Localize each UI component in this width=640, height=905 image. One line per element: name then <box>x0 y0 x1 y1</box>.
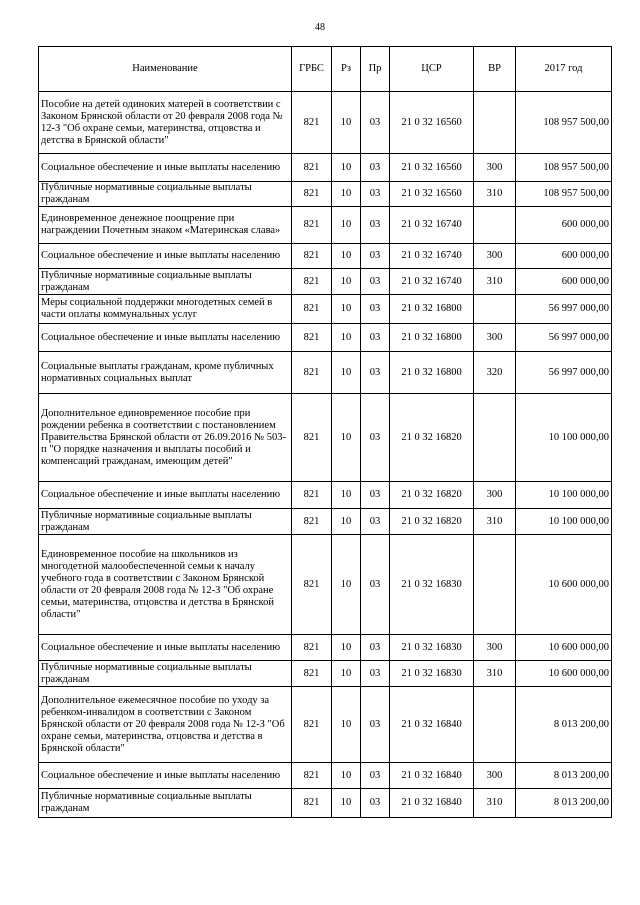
cell-csr: 21 0 32 16820 <box>390 482 474 509</box>
table-row <box>39 244 612 269</box>
cell-csr: 21 0 32 16800 <box>390 352 474 394</box>
cell-pr: 03 <box>361 394 390 482</box>
cell-name: Социальное обеспечение и иные выплаты населению <box>39 763 292 789</box>
cell-vr <box>474 92 516 154</box>
cell-grbs: 821 <box>292 789 332 818</box>
cell-csr: 21 0 32 16840 <box>390 687 474 763</box>
cell-csr: 21 0 32 16560 <box>390 154 474 182</box>
cell-grbs: 821 <box>292 154 332 182</box>
budget-table <box>38 46 612 818</box>
cell-name: Единовременное денежное поощрение при награждении Почетным знаком «Материнская слава» <box>39 207 292 244</box>
cell-rz: 10 <box>332 635 361 661</box>
table-row <box>39 535 612 635</box>
cell-rz: 10 <box>332 269 361 295</box>
cell-vr: 310 <box>474 182 516 207</box>
cell-amount: 10 100 000,00 <box>516 509 612 535</box>
cell-amount: 10 600 000,00 <box>516 635 612 661</box>
cell-name: Меры социальной поддержки многодетных семей в части оплаты коммунальных услуг <box>39 295 292 324</box>
table-row <box>39 295 612 324</box>
cell-rz: 10 <box>332 244 361 269</box>
cell-pr: 03 <box>361 182 390 207</box>
cell-rz: 10 <box>332 295 361 324</box>
cell-name: Единовременное пособие на школьников из многодетной малообеспеченной семьи к началу учебного года в соответствии с Законом Брянской области от 20 февраля 2008 года № 12-З "Об охране семьи, материнства, отцовства и детства в Брянской области" <box>39 535 292 635</box>
cell-rz: 10 <box>332 789 361 818</box>
cell-pr: 03 <box>361 269 390 295</box>
cell-grbs: 821 <box>292 394 332 482</box>
cell-csr: 21 0 32 16840 <box>390 789 474 818</box>
table-row <box>39 154 612 182</box>
cell-vr: 310 <box>474 509 516 535</box>
table-row <box>39 92 612 154</box>
table-header-row <box>39 47 612 92</box>
cell-amount: 600 000,00 <box>516 207 612 244</box>
col-header-name: Наименование <box>39 47 292 92</box>
table-row <box>39 394 612 482</box>
cell-rz: 10 <box>332 154 361 182</box>
cell-vr: 310 <box>474 789 516 818</box>
cell-name: Дополнительное ежемесячное пособие по уходу за ребенком-инвалидом в соответствии с Законом Брянской области от 20 февраля 2008 года № 12-З "Об охране семьи, материнства, отцовства и детства в Брянской области" <box>39 687 292 763</box>
cell-amount: 10 100 000,00 <box>516 394 612 482</box>
cell-pr: 03 <box>361 482 390 509</box>
cell-grbs: 821 <box>292 207 332 244</box>
cell-rz: 10 <box>332 324 361 352</box>
table-row <box>39 789 612 818</box>
cell-vr <box>474 394 516 482</box>
cell-amount: 600 000,00 <box>516 244 612 269</box>
table-row <box>39 509 612 535</box>
page-number: 48 <box>315 22 325 33</box>
cell-amount: 108 957 500,00 <box>516 92 612 154</box>
cell-rz: 10 <box>332 92 361 154</box>
table-row <box>39 352 612 394</box>
cell-rz: 10 <box>332 182 361 207</box>
cell-csr: 21 0 32 16560 <box>390 92 474 154</box>
cell-rz: 10 <box>332 763 361 789</box>
cell-amount: 10 100 000,00 <box>516 482 612 509</box>
cell-pr: 03 <box>361 207 390 244</box>
table-row <box>39 207 612 244</box>
cell-rz: 10 <box>332 394 361 482</box>
cell-grbs: 821 <box>292 182 332 207</box>
cell-grbs: 821 <box>292 482 332 509</box>
cell-rz: 10 <box>332 482 361 509</box>
table-body <box>39 92 612 818</box>
cell-vr: 300 <box>474 635 516 661</box>
cell-pr: 03 <box>361 687 390 763</box>
cell-csr: 21 0 32 16830 <box>390 535 474 635</box>
cell-csr: 21 0 32 16740 <box>390 269 474 295</box>
cell-pr: 03 <box>361 535 390 635</box>
cell-grbs: 821 <box>292 244 332 269</box>
cell-amount: 56 997 000,00 <box>516 295 612 324</box>
cell-pr: 03 <box>361 295 390 324</box>
cell-amount: 8 013 200,00 <box>516 789 612 818</box>
cell-grbs: 821 <box>292 661 332 687</box>
cell-vr: 300 <box>474 154 516 182</box>
table-row <box>39 763 612 789</box>
cell-name: Социальное обеспечение и иные выплаты населению <box>39 154 292 182</box>
cell-vr: 310 <box>474 661 516 687</box>
cell-grbs: 821 <box>292 509 332 535</box>
cell-pr: 03 <box>361 635 390 661</box>
cell-rz: 10 <box>332 207 361 244</box>
table-row <box>39 482 612 509</box>
table-row <box>39 269 612 295</box>
cell-name: Социальное обеспечение и иные выплаты населению <box>39 482 292 509</box>
cell-pr: 03 <box>361 324 390 352</box>
cell-amount: 56 997 000,00 <box>516 352 612 394</box>
col-header-amount-2017: 2017 год <box>516 47 612 92</box>
cell-pr: 03 <box>361 661 390 687</box>
cell-vr <box>474 687 516 763</box>
cell-pr: 03 <box>361 763 390 789</box>
cell-vr: 300 <box>474 244 516 269</box>
cell-grbs: 821 <box>292 763 332 789</box>
cell-grbs: 821 <box>292 269 332 295</box>
cell-grbs: 821 <box>292 635 332 661</box>
cell-name: Социальные выплаты гражданам, кроме публичных нормативных социальных выплат <box>39 352 292 394</box>
cell-name: Публичные нормативные социальные выплаты гражданам <box>39 182 292 207</box>
cell-grbs: 821 <box>292 324 332 352</box>
cell-name: Дополнительное единовременное пособие при рождении ребенка в соответствии с постановлением Правительства Брянской области от 26.09.2016 № 503-п "О порядке назначения и выплаты пособий и компенсаций гражданам, имеющим детей" <box>39 394 292 482</box>
col-header-pr: Пр <box>361 47 390 92</box>
cell-grbs: 821 <box>292 92 332 154</box>
cell-vr: 300 <box>474 482 516 509</box>
cell-amount: 108 957 500,00 <box>516 182 612 207</box>
cell-amount: 600 000,00 <box>516 269 612 295</box>
cell-name: Пособие на детей одиноких матерей в соответствии с Законом Брянской области от 20 февраля 2008 года № 12-З "Об охране семьи, материнства, отцовства и детства в Брянской области" <box>39 92 292 154</box>
cell-pr: 03 <box>361 509 390 535</box>
cell-vr <box>474 295 516 324</box>
col-header-vr: ВР <box>474 47 516 92</box>
cell-amount: 10 600 000,00 <box>516 535 612 635</box>
cell-amount: 10 600 000,00 <box>516 661 612 687</box>
cell-name: Публичные нормативные социальные выплаты гражданам <box>39 269 292 295</box>
cell-rz: 10 <box>332 661 361 687</box>
cell-amount: 56 997 000,00 <box>516 324 612 352</box>
cell-name: Социальное обеспечение и иные выплаты населению <box>39 244 292 269</box>
cell-grbs: 821 <box>292 535 332 635</box>
cell-grbs: 821 <box>292 687 332 763</box>
cell-csr: 21 0 32 16820 <box>390 509 474 535</box>
cell-amount: 8 013 200,00 <box>516 687 612 763</box>
col-header-rz: Рз <box>332 47 361 92</box>
cell-grbs: 821 <box>292 295 332 324</box>
cell-vr: 310 <box>474 269 516 295</box>
cell-csr: 21 0 32 16800 <box>390 295 474 324</box>
cell-rz: 10 <box>332 535 361 635</box>
cell-name: Социальное обеспечение и иные выплаты населению <box>39 635 292 661</box>
cell-pr: 03 <box>361 352 390 394</box>
cell-amount: 8 013 200,00 <box>516 763 612 789</box>
cell-csr: 21 0 32 16820 <box>390 394 474 482</box>
cell-vr <box>474 207 516 244</box>
table-row <box>39 182 612 207</box>
cell-amount: 108 957 500,00 <box>516 154 612 182</box>
cell-rz: 10 <box>332 509 361 535</box>
table-row <box>39 635 612 661</box>
cell-csr: 21 0 32 16560 <box>390 182 474 207</box>
cell-name: Публичные нормативные социальные выплаты гражданам <box>39 509 292 535</box>
cell-name: Публичные нормативные социальные выплаты гражданам <box>39 789 292 818</box>
cell-vr <box>474 535 516 635</box>
table-row <box>39 661 612 687</box>
col-header-csr: ЦСР <box>390 47 474 92</box>
cell-pr: 03 <box>361 244 390 269</box>
cell-csr: 21 0 32 16840 <box>390 763 474 789</box>
cell-vr: 320 <box>474 352 516 394</box>
cell-csr: 21 0 32 16830 <box>390 635 474 661</box>
col-header-grbs: ГРБС <box>292 47 332 92</box>
table-row <box>39 687 612 763</box>
cell-rz: 10 <box>332 352 361 394</box>
cell-name: Социальное обеспечение и иные выплаты населению <box>39 324 292 352</box>
cell-vr: 300 <box>474 324 516 352</box>
cell-csr: 21 0 32 16830 <box>390 661 474 687</box>
cell-pr: 03 <box>361 789 390 818</box>
cell-csr: 21 0 32 16740 <box>390 244 474 269</box>
table-row <box>39 324 612 352</box>
cell-grbs: 821 <box>292 352 332 394</box>
cell-name: Публичные нормативные социальные выплаты гражданам <box>39 661 292 687</box>
cell-pr: 03 <box>361 92 390 154</box>
cell-vr: 300 <box>474 763 516 789</box>
cell-pr: 03 <box>361 154 390 182</box>
cell-csr: 21 0 32 16740 <box>390 207 474 244</box>
cell-rz: 10 <box>332 687 361 763</box>
cell-csr: 21 0 32 16800 <box>390 324 474 352</box>
